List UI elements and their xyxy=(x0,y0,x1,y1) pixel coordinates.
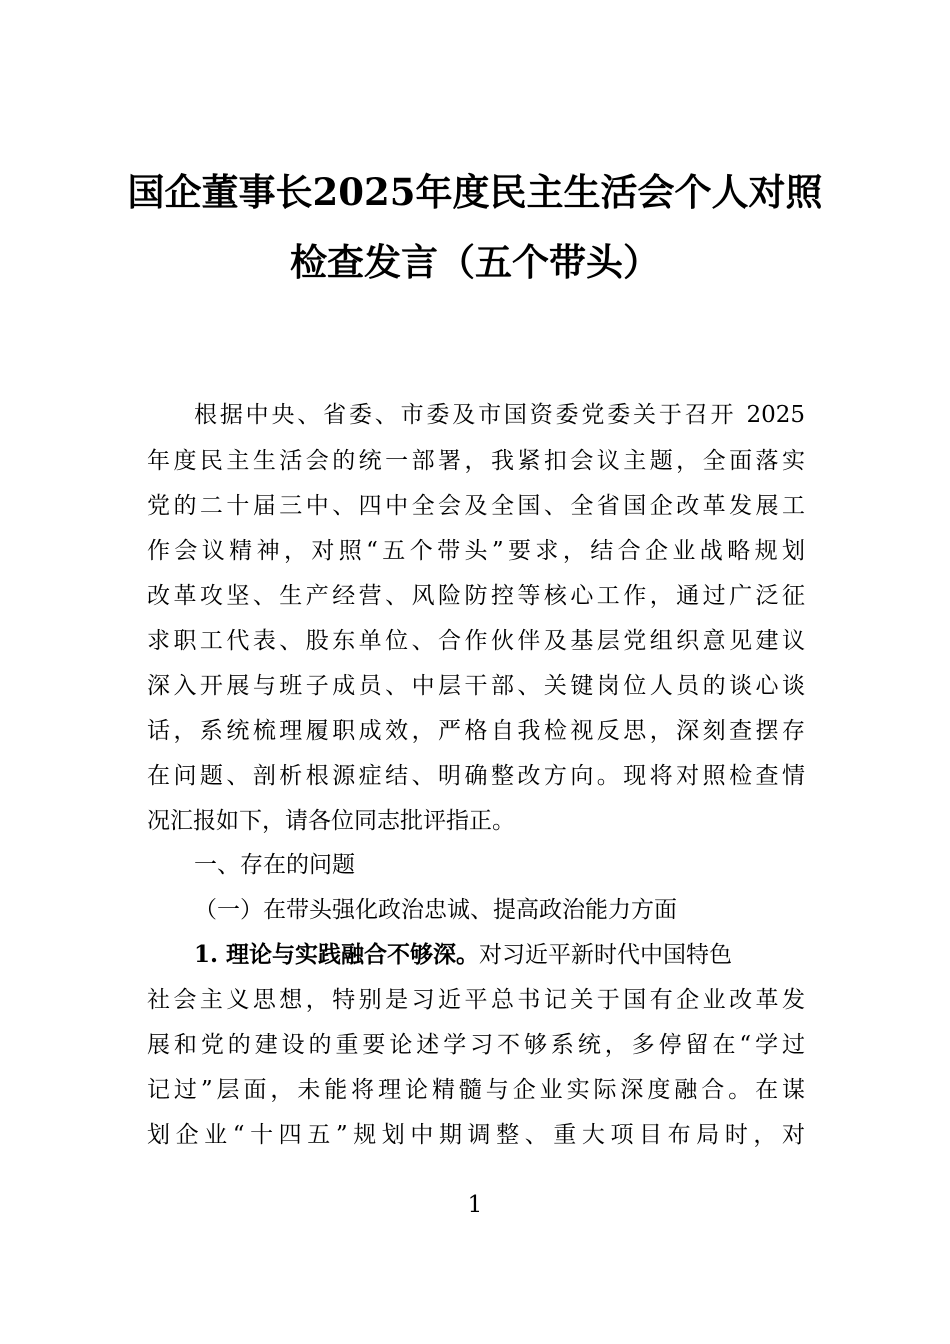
intro-line-8: 话，系统梳理履职成效，严格自我检视反思，深刻查摆存 xyxy=(147,718,805,744)
item-1-first-line xyxy=(194,940,805,970)
intro-line-1: 根据中央、省委、市委及市国资委党委关于召开 2025 xyxy=(194,402,805,428)
item-1-bold-lead: 1. 理论与实践融合不够深。 xyxy=(194,941,480,968)
intro-line-6: 求职工代表、股东单位、合作伙伴及基层党组织意见建议 xyxy=(147,628,805,654)
intro-line-2: 年度民主生活会的统一部署，我紧扣会议主题，全面落实 xyxy=(147,448,805,474)
subsection-heading-political-loyalty: （一）在带头强化政治忠诚、提高政治能力方面 xyxy=(194,897,677,923)
intro-line-5: 改革攻坚、生产经营、风险防控等核心工作，通过广泛征 xyxy=(147,583,805,609)
page-number: 1 xyxy=(467,1192,483,1218)
intro-line-7: 深入开展与班子成员、中层干部、关键岗位人员的谈心谈 xyxy=(147,673,805,699)
intro-line-4: 作会议精神，对照“五个带头”要求，结合企业战略规划 xyxy=(147,538,805,564)
item-1-line-4: 记过”层面，未能将理论精髓与企业实际深度融合。在谋 xyxy=(147,1077,805,1103)
intro-line-9: 在问题、剖析根源症结、明确整改方向。现将对照检查情 xyxy=(147,763,805,789)
intro-line-10: 况汇报如下，请各位同志批评指正。 xyxy=(147,808,515,834)
section-heading-problems: 一、存在的问题 xyxy=(194,852,355,878)
document-title-line-2: 检查发言（五个带头） xyxy=(290,240,660,284)
item-1-line-5: 划企业“十四五”规划中期调整、重大项目布局时，对 xyxy=(147,1122,805,1148)
document-title-line-1: 国企董事长2025年度民主生活会个人对照 xyxy=(127,170,823,214)
intro-line-3: 党的二十届三中、四中全会及全国、全省国企改革发展工 xyxy=(147,493,805,519)
item-1-line-1: 对习近平新时代中国特色 xyxy=(479,942,733,968)
item-1-line-3: 展和党的建设的重要论述学习不够系统，多停留在“学过 xyxy=(147,1032,805,1058)
item-1-line-2: 社会主义思想，特别是习近平总书记关于国有企业改革发 xyxy=(147,987,805,1013)
